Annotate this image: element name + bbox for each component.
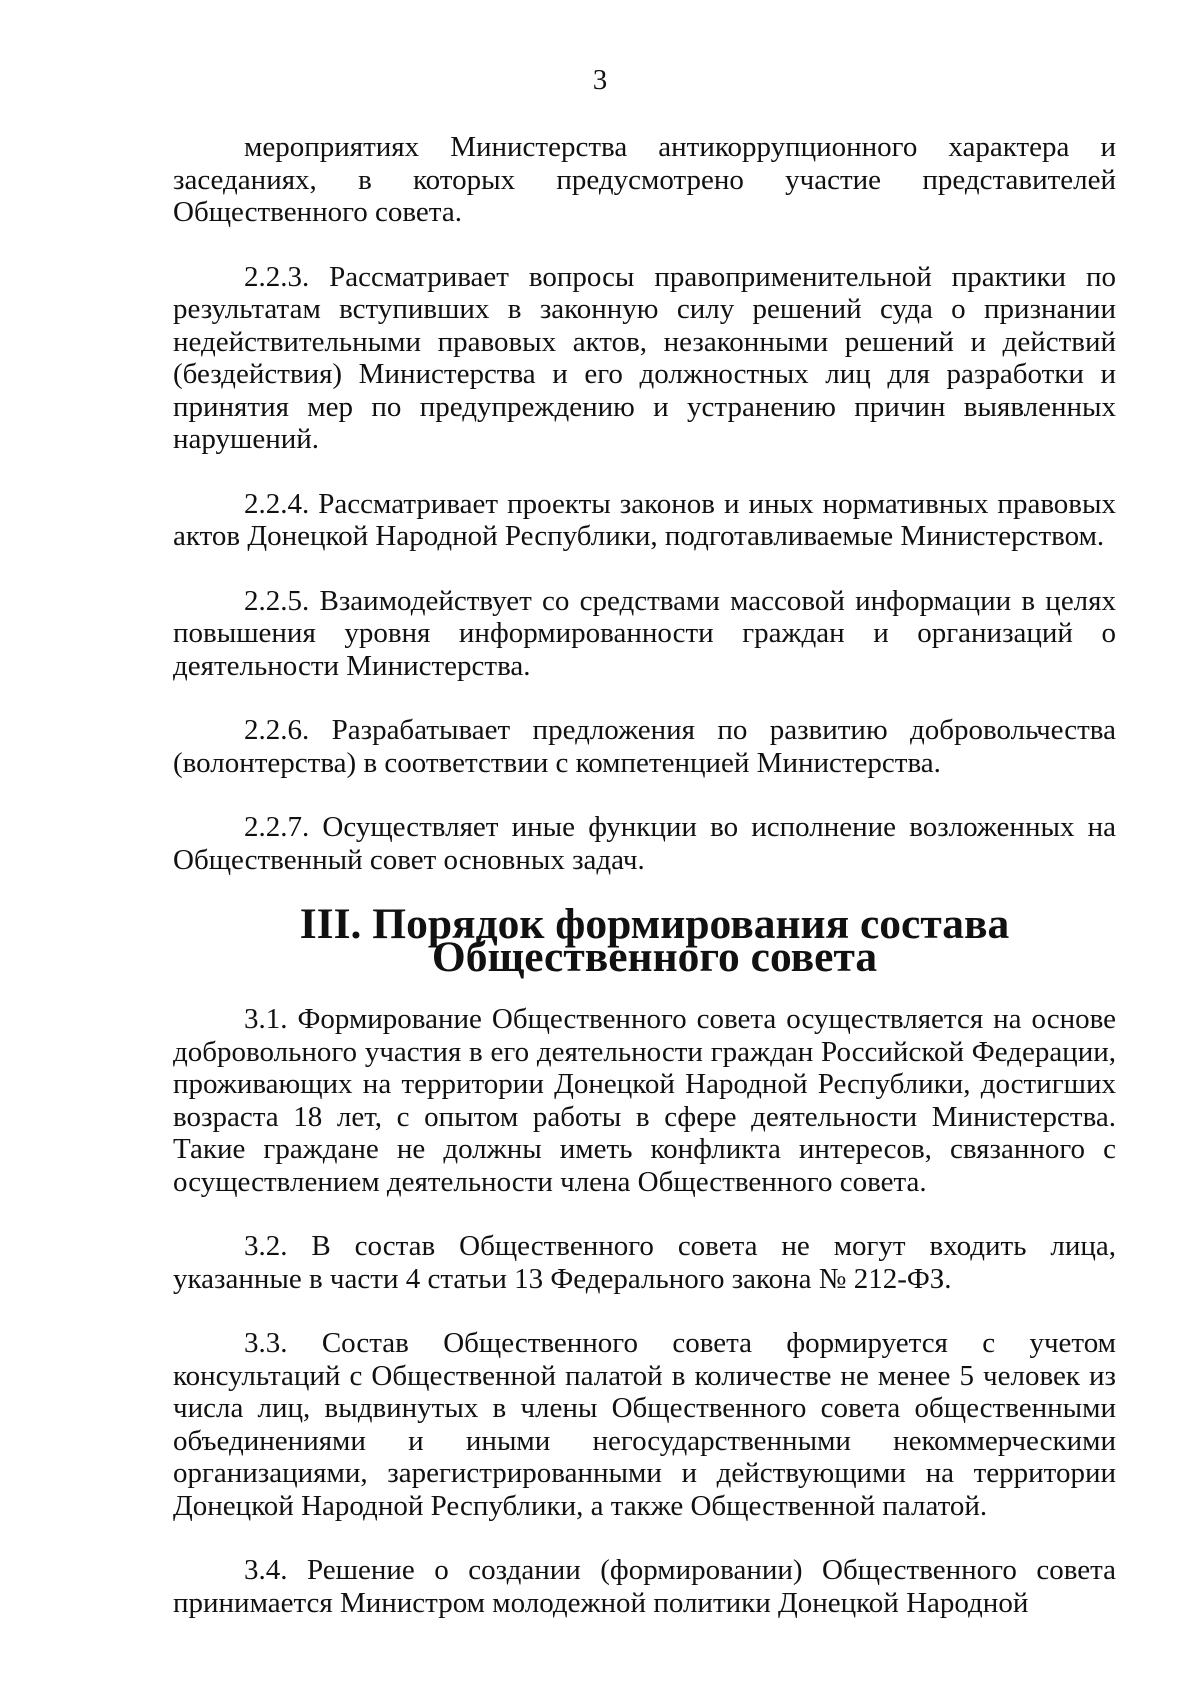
section-heading: III. Порядок формирования состава Общественного совета [299, 900, 1010, 981]
paragraph-2-2-5: 2.2.5. Взаимодействует со средствами массовой информации в целях повышения уровня информированности граждан и организаций о деятельности Министерства. [173, 584, 1116, 682]
paragraph-2-2-7: 2.2.7. Осуществляет иные функции во исполнение возложенных на Общественный совет основных задач. [173, 811, 1116, 876]
paragraph-3-1: 3.1. Формирование Общественного совета осуществляется на основе добровольного участия в его деятельности граждан Российской Федерации, проживающих на территории Донецкой Народной Республики, достигших возраста 18 лет, с опытом работы в сфере деятельности Министерства. Такие граждане не должны иметь конфликта интересов, связанного с осуществлением деятельности члена Общественного совета. [173, 1003, 1116, 1198]
paragraph-continuation: мероприятиях Министерства антикоррупционного характера и заседаниях, в которых предусмотрено участие представителей Общественного совета. [173, 131, 1116, 228]
paragraph-2-2-4: 2.2.4. Рассматривает проекты законов и иных нормативных правовых актов Донецкой Народной Республики, подготавливаемые Министерством. [173, 487, 1116, 552]
paragraph-3-3: 3.3. Состав Общественного совета формируется с учетом консультаций с Общественной палатой в количестве не менее 5 человек из числа лиц, выдвинутых в члены Общественного совета общественными объединениями и иными негосударственными некоммерческими организациями, зарегистрированными и действующими на территории Донецкой Народной Республики, а также Общественной палатой. [173, 1327, 1116, 1522]
paragraph-2-2-3: 2.2.3. Рассматривает вопросы правоприменительной практики по результатам вступивших в законную силу решений суда о признании недействительными правовых актов, незаконными решений и действий (бездействия) Министерства и его должностных лиц для разработки и принятия мер по предупреждению и устранению причин выявленных нарушений. [173, 260, 1116, 455]
paragraph-2-2-6: 2.2.6. Разрабатывает предложения по развитию добровольчества (волонтерства) в соответствии с компетенцией Министерства. [173, 714, 1116, 779]
page-number: 3 [592, 64, 608, 96]
paragraph-3-4: 3.4. Решение о создании (формировании) Общественного совета принимается Министром молодежной политики Донецкой Народной [173, 1554, 1116, 1619]
paragraph-3-2: 3.2. В состав Общественного совета не могут входить лица, указанные в части 4 статьи 13 Федерального закона № 212-ФЗ. [173, 1230, 1116, 1295]
document-body [173, 131, 1116, 1651]
